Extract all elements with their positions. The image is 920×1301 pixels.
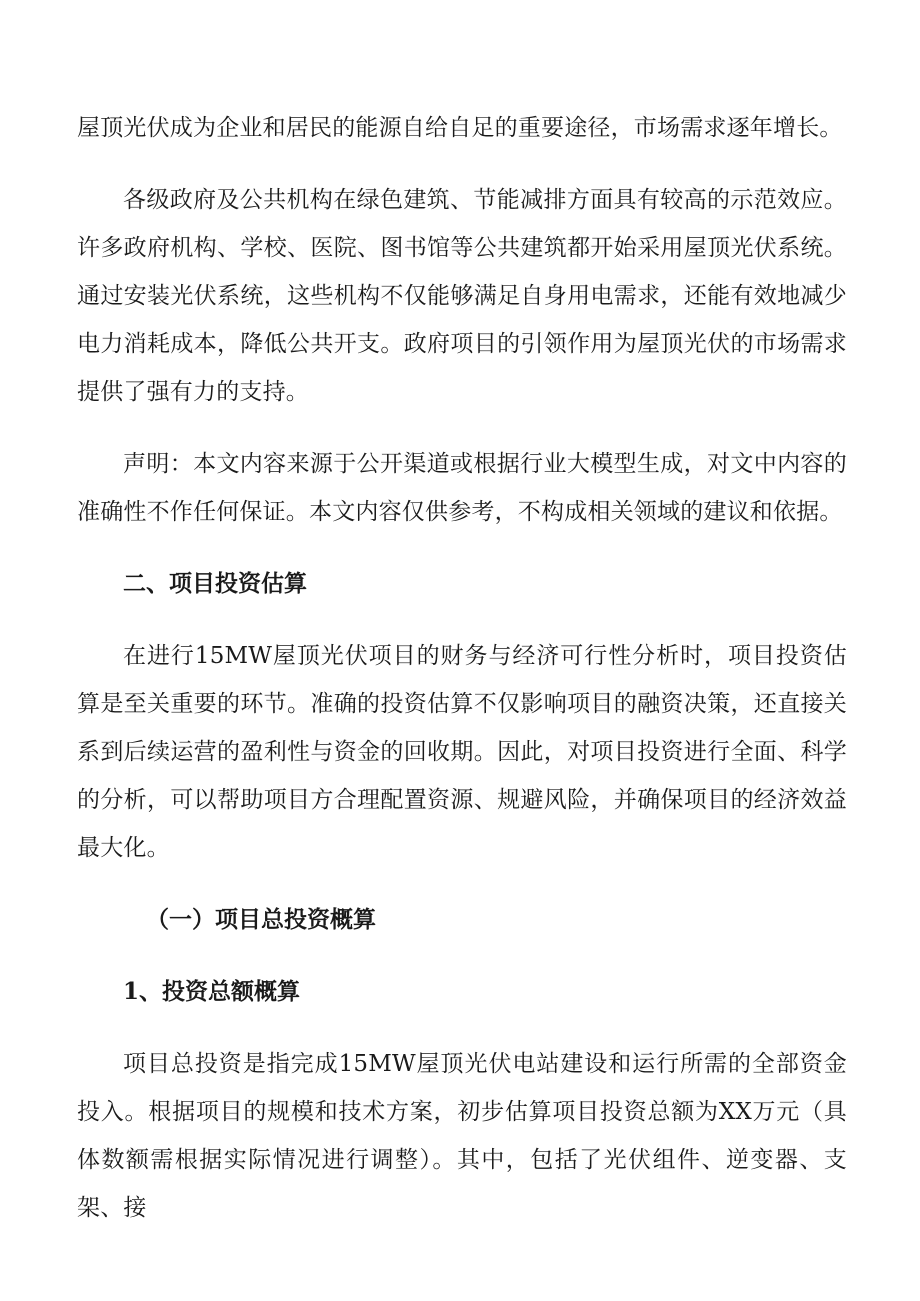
- paragraph-disclaimer: 声明：本文内容来源于公开渠道或根据行业大模型生成，对文中内容的准确性不作任何保证。本文内容仅供参考，不构成相关领域的建议和依据。: [77, 451, 847, 525]
- section-heading-investment-estimate: 二、项目投资估算: [123, 570, 307, 597]
- subsection-heading-total-investment: （一）项目总投资概算: [146, 906, 376, 933]
- paragraph-continuation: 屋顶光伏成为企业和居民的能源自给自足的重要途径，市场需求逐年增长。: [77, 115, 843, 141]
- item-heading-total-amount: 1、投资总额概算: [123, 978, 301, 1005]
- paragraph-total-investment-definition: 项目总投资是指完成15MW屋顶光伏电站建设和运行所需的全部资金投入。根据项目的规模和技术方案，初步估算项目投资总额为XX万元（具体数额需根据实际情况进行调整）。其中，包括了光伏组件、逆变器、支架、接: [77, 1051, 847, 1221]
- paragraph-investment-intro: 在进行15MW屋顶光伏项目的财务与经济可行性分析时，项目投资估算是至关重要的环节。准确的投资估算不仅影响项目的融资决策，还直接关系到后续运营的盈利性与资金的回收期。因此，对项目投资进行全面、科学的分析，可以帮助项目方合理配置资源、规避风险，并确保项目的经济效益最大化。: [77, 643, 847, 861]
- paragraph-government-demonstration: 各级政府及公共机构在绿色建筑、节能减排方面具有较高的示范效应。许多政府机构、学校、医院、图书馆等公共建筑都开始采用屋顶光伏系统。通过安装光伏系统，这些机构不仅能够满足自身用电需求，还能有效地减少电力消耗成本，降低公共开支。政府项目的引领作用为屋顶光伏的市场需求提供了强有力的支持。: [77, 187, 847, 405]
- document-body: [77, 104, 847, 1232]
